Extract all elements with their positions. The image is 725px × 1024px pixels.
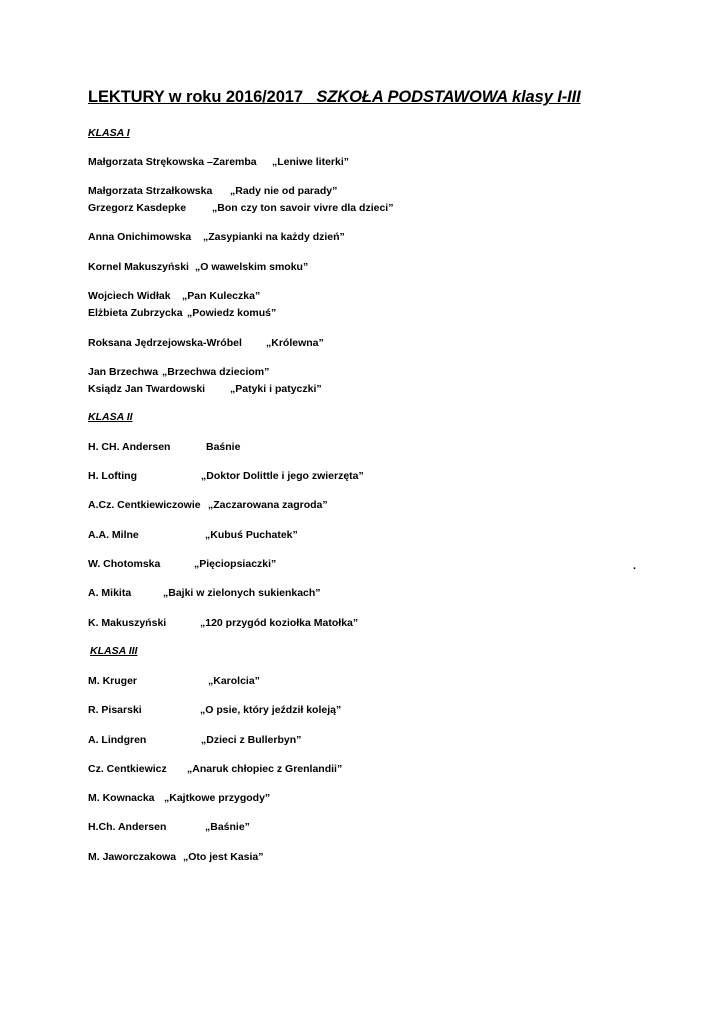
entry-author: Cz. Centkiewicz [88, 763, 167, 775]
entry-title: „Powiedz komuś” [187, 307, 277, 319]
entry-title: „Dzieci z Bullerbyn” [201, 734, 302, 746]
title-main: LEKTURY w roku 2016/2017 [88, 88, 303, 106]
entry-title: „Zasypianki na każdy dzień” [203, 231, 345, 243]
entry-author: Jan Brzechwa [88, 366, 159, 378]
entry-author: Małgorzata Strzałkowska [88, 185, 213, 197]
entry-title: „Bajki w zielonych sukienkach” [163, 587, 321, 599]
entry-author: M. Kownacka [88, 792, 155, 804]
entry-title: „Rady nie od parady” [230, 185, 338, 197]
entry-title: „Pan Kuleczka” [182, 290, 261, 302]
entry-title: „Zaczarowana zagroda” [208, 499, 328, 511]
section-heading-klasa-2: KLASA II [88, 411, 133, 423]
entry-title: „Doktor Dolittle i jego zwierzęta” [201, 470, 364, 482]
entry-title: „Królewna” [266, 337, 324, 349]
entry-title: „Leniwe literki” [272, 156, 350, 168]
entry-author: A.A. Milne [88, 529, 139, 541]
entry-author: M. Kruger [88, 675, 138, 687]
section-heading-klasa-3: KLASA III [90, 645, 138, 657]
entry-title: „O psie, który jeździł koleją” [200, 704, 342, 716]
entry-author: H.Ch. Andersen [88, 821, 167, 833]
entry-author: W. Chotomska [88, 558, 161, 570]
stray-dot-mark: . [633, 560, 637, 572]
entry-title: „120 przygód koziołka Matołka” [200, 617, 359, 629]
entry-author: A. Mikita [88, 587, 132, 599]
entry-author: A.Cz. Centkiewiczowie [88, 499, 201, 511]
page-title [88, 88, 581, 107]
entry-title: „Pięciopsiaczki” [194, 558, 277, 570]
entry-author: Roksana Jędrzejowska-Wróbel [88, 337, 242, 349]
entry-author: Anna Onichimowska [88, 231, 192, 243]
entry-author: Kornel Makuszyński [88, 261, 189, 273]
title-subtitle: SZKOŁA PODSTAWOWA klasy I-III [316, 88, 581, 106]
entry-author: M. Jaworczakowa [88, 851, 177, 863]
entry-author: Grzegorz Kasdepke [88, 202, 187, 214]
entry-title: Baśnie [206, 441, 241, 453]
entry-author: K. Makuszyński [88, 617, 167, 629]
entry-title: „Anaruk chłopiec z Grenlandii” [187, 763, 343, 775]
entry-title: „Baśnie” [205, 821, 250, 833]
entry-title: „Patyki i patyczki” [230, 383, 322, 395]
entry-author: Ksiądz Jan Twardowski [88, 383, 206, 395]
entry-author: A. Lindgren [88, 734, 147, 746]
entry-author: H. CH. Andersen [88, 441, 171, 453]
entry-title: „Kajtkowe przygody” [164, 792, 271, 804]
entry-title: „Kubuś Puchatek” [205, 529, 298, 541]
entry-author: R. Pisarski [88, 704, 142, 716]
section-heading-klasa-1: KLASA I [88, 127, 130, 139]
entry-author: H. Lofting [88, 470, 137, 482]
entry-title: „O wawelskim smoku” [195, 261, 309, 273]
entry-title: „Brzechwa dzieciom” [162, 366, 270, 378]
entry-author: Elżbieta Zubrzycka [88, 307, 183, 319]
entry-title: „Bon czy ton savoir vivre dla dzieci” [212, 202, 394, 214]
entry-title: „Karolcia” [208, 675, 260, 687]
entry-title: „Oto jest Kasia” [183, 851, 264, 863]
entry-author: Wojciech Widłak [88, 290, 171, 302]
entry-author: Małgorzata Strękowska –Zaremba [88, 156, 257, 168]
